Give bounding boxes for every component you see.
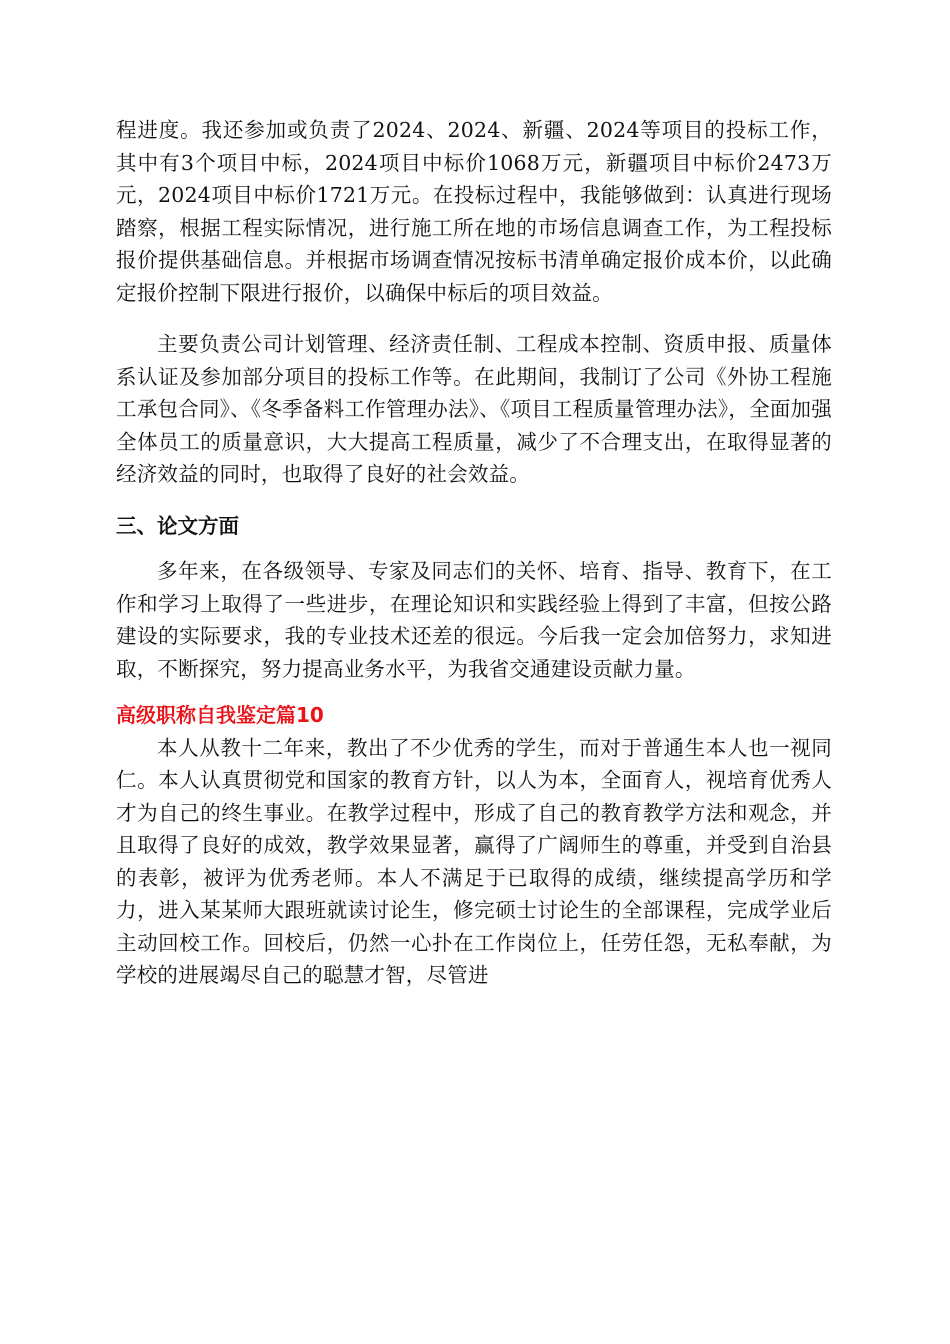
paragraph-papers: 多年来，在各级领导、专家及同志们的关怀、培育、指导、教育下，在工作和学习上取得了一些进步，在理论知识和实践经验上得到了丰富，但按公路建设的实际要求，我的专业技术还差的很远。今后我一定会加倍努力，求知进取，不断探究，努力提高业务水平，为我省交通建设贡献力量。 (116, 559, 832, 681)
paragraph-bidding: 程进度。我还参加或负责了2024、2024、新疆、2024等项目的投标工作，其中有3个项目中标，2024项目中标价1068万元，新疆项目中标价2473万元，2024项目中标价1721万元。在投标过程中，我能够做到：认真进行现场踏察，根据工程实际情况，进行施工所在地的市场信息调查工作，为工程投标报价提供基础信息。并根据市场调查情况按标书清单确定报价成本价，以此确定报价控制下限进行报价，以确保中标后的项目效益。 (116, 118, 832, 305)
document-body (116, 114, 832, 992)
heading-papers: 三、论文方面 (116, 513, 239, 538)
paragraph-management: 主要负责公司计划管理、经济责任制、工程成本控制、资质申报、质量体系认证及参加部分项目的投标工作等。在此期间，我制订了公司《外协工程施工承包合同》、《冬季备料工作管理办法》、《项目工程质量管理办法》，全面加强全体员工的质量意识，大大提高工程质量，减少了不合理支出，在取得显著的经济效益的同时，也取得了良好的社会效益。 (116, 332, 832, 486)
paragraph-self-assessment: 本人从教十二年来，教出了不少优秀的学生，而对于普通生本人也一视同仁。本人认真贯彻党和国家的教育方针，以人为本，全面育人，视培育优秀人才为自己的终生事业。在教学过程中，形成了自己的教育教学方法和观念，并且取得了良好的成效，教学效果显著，赢得了广阔师生的尊重，并受到自治县的表彰，被评为优秀老师。本人不满足于已取得的成绩，继续提高学历和学力，进入某某师大跟班就读讨论生，修完硕士讨论生的全部课程，完成学业后主动回校工作。回校后，仍然一心扑在工作岗位上，任劳任怨，无私奉献，为学校的进展竭尽自己的聪慧才智，尽管进 (116, 735, 832, 987)
section-title: 高级职称自我鉴定篇10 (116, 703, 324, 727)
